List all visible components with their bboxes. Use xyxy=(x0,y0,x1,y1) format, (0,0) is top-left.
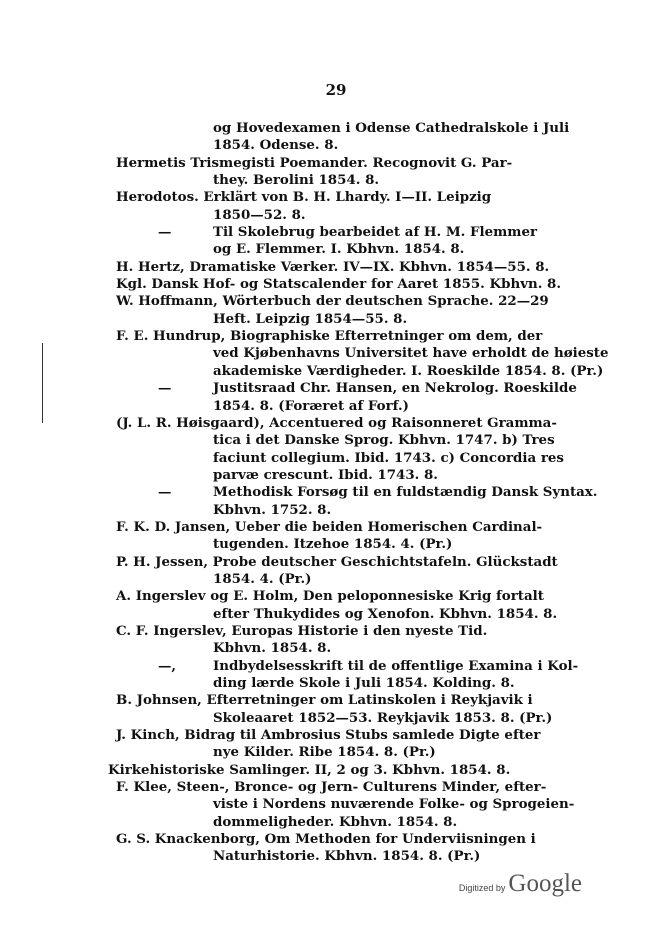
catalogue-line xyxy=(116,432,555,449)
catalogue-line xyxy=(116,553,558,571)
catalogue-line xyxy=(116,276,562,293)
catalogue-line xyxy=(116,502,446,519)
catalogue-line xyxy=(116,328,543,345)
catalogue-entries xyxy=(108,120,609,866)
google-logo: Google xyxy=(508,870,582,897)
line-text: G. S. Knackenborg, Om Methoden for Underviisningen i xyxy=(116,831,536,848)
line-text: parvæ crescunt. Ibid. 1743. 8. xyxy=(213,466,438,483)
line-text: J. Kinch, Bidrag til Ambrosius Stubs samlede Digte efter xyxy=(116,727,541,744)
line-text: B. Johnsen, Efterretninger om Latinskolen i Reykjavik i xyxy=(116,692,533,709)
line-text: they. Berolini 1854. 8. xyxy=(213,172,380,189)
ditto-dash: — xyxy=(158,224,172,241)
line-text: 1854. Odense. 8. xyxy=(213,137,339,154)
line-text: 1850—52. 8. xyxy=(213,206,306,223)
catalogue-line xyxy=(116,640,446,657)
line-text: faciunt collegium. Ibid. 1743. c) Concordia res xyxy=(213,449,564,466)
line-text: Hermetis Trismegisti Poemander. Recognovit G. Par- xyxy=(116,154,513,171)
catalogue-line xyxy=(116,831,536,848)
catalogue-line xyxy=(116,692,533,709)
line-text: og E. Flemmer. I. Kbhvn. 1854. 8. xyxy=(213,241,465,258)
catalogue-line xyxy=(116,813,458,831)
line-text: tica i det Danske Sprog. Kbhvn. 1747. b) Tres xyxy=(213,432,555,449)
line-text: Herodotos. Erklärt von B. H. Lhardy. I—II. Leipzig xyxy=(116,189,492,206)
line-text: P. H. Jessen, Probe deutscher Geschichtstafeln. Glückstadt xyxy=(116,553,558,570)
catalogue-line xyxy=(116,518,543,536)
catalogue-line xyxy=(116,467,446,484)
catalogue-line xyxy=(116,154,513,172)
line-text: ding lærde Skole i Juli 1854. Kolding. 8. xyxy=(213,675,515,691)
line-text: akademiske Værdigheder. I. Roeskilde 1854. 8. (Pr.) xyxy=(213,362,604,379)
line-text: dommeligheder. Kbhvn. 1854. 8. xyxy=(213,813,458,830)
page-number: 29 xyxy=(325,81,347,99)
line-text: W. Hoffmann, Wörterbuch der deutschen Sprache. 22—29 xyxy=(116,293,549,310)
line-text: Methodisk Forsøg til en fuldstændig Dansk Syntax. xyxy=(213,484,598,501)
catalogue-line xyxy=(116,796,575,813)
line-text: A. Ingerslev og E. Holm, Den peloponnesiske Krig fortalt xyxy=(116,588,544,605)
catalogue-line xyxy=(116,189,492,206)
catalogue-line xyxy=(116,657,579,675)
line-text: Justitsraad Chr. Hansen, en Nekrolog. Roeskilde xyxy=(213,380,577,397)
catalogue-line xyxy=(116,588,544,605)
line-text: nye Kilder. Ribe 1854. 8. (Pr.) xyxy=(213,744,436,761)
catalogue-line xyxy=(116,137,446,154)
line-text: F. Klee, Steen-, Bronce- og Jern- Culturens Minder, efter- xyxy=(116,779,547,796)
catalogue-line xyxy=(116,449,564,467)
line-text: Naturhistorie. Kbhvn. 1854. 8. (Pr.) xyxy=(213,848,481,865)
catalogue-line xyxy=(116,571,446,588)
catalogue-line xyxy=(116,779,547,796)
catalogue-line xyxy=(116,675,515,692)
catalogue-line xyxy=(116,207,446,224)
line-text: efter Thukydides og Xenofon. Kbhvn. 1854. 8. xyxy=(213,605,558,622)
google-watermark xyxy=(459,870,582,898)
catalogue-line xyxy=(116,709,553,727)
line-text: Til Skolebrug bearbeidet af H. M. Flemmer xyxy=(213,224,538,241)
line-text: Indbydelsesskrift til de offentlige Examina i Kol- xyxy=(213,657,579,674)
line-text: viste i Nordens nuværende Folke- og Sprogeien- xyxy=(213,796,575,813)
catalogue-line xyxy=(116,345,609,362)
catalogue-line xyxy=(116,536,453,553)
line-text: tugenden. Itzehoe 1854. 4. (Pr.) xyxy=(213,536,453,553)
line-text: F. E. Hundrup, Biographiske Efterretninger om dem, der xyxy=(116,328,543,345)
margin-line xyxy=(42,343,43,423)
line-text: F. K. D. Jansen, Ueber die beiden Homerischen Cardinal- xyxy=(116,518,543,535)
catalogue-line xyxy=(116,727,541,744)
ditto-dash: — xyxy=(158,484,172,501)
catalogue-line xyxy=(116,622,488,640)
catalogue-line xyxy=(116,380,577,397)
line-text: H. Hertz, Dramatiske Værker. IV—IX. Kbhvn. 1854—55. 8. xyxy=(116,258,550,275)
catalogue-line xyxy=(116,311,446,328)
watermark-prefix: Digitized by xyxy=(458,883,506,893)
ditto-dash: — xyxy=(158,380,172,397)
catalogue-line xyxy=(116,224,538,241)
line-text: Kbhvn. 1854. 8. xyxy=(213,640,332,657)
ditto-dash: —, xyxy=(158,657,177,674)
line-text: Kbhvn. 1752. 8. xyxy=(213,501,332,518)
catalogue-line xyxy=(116,398,446,415)
catalogue-line xyxy=(116,414,557,432)
line-text: Kirkehistoriske Samlinger. II, 2 og 3. Kbhvn. 1854. 8. xyxy=(108,761,511,778)
line-text: 1854. 8. (Foræret af Forf.) xyxy=(213,397,409,414)
line-text: C. F. Ingerslev, Europas Historie i den nyeste Tid. xyxy=(116,622,488,639)
line-text: og Hovedexamen i Odense Cathedralskole i Juli xyxy=(213,120,570,136)
catalogue-line xyxy=(116,241,465,258)
line-text: (J. L. R. Høisgaard), Accentuered og Raisonneret Gramma- xyxy=(116,414,557,431)
catalogue-line xyxy=(116,120,570,137)
catalogue-line xyxy=(116,172,446,189)
line-text: 1854. 4. (Pr.) xyxy=(213,570,312,587)
line-text: Kgl. Dansk Hof- og Statscalender for Aaret 1855. Kbhvn. 8. xyxy=(116,276,562,293)
line-text: ved Kjøbenhavns Universitet have erholdt de høieste xyxy=(213,345,609,362)
catalogue-line xyxy=(116,293,549,310)
catalogue-line xyxy=(116,484,598,501)
catalogue-line xyxy=(116,848,481,865)
catalogue-line xyxy=(116,605,558,623)
line-text: Skoleaaret 1852—53. Reykjavik 1853. 8. (Pr.) xyxy=(213,709,553,726)
catalogue-line xyxy=(116,258,550,276)
catalogue-line xyxy=(116,744,446,761)
catalogue-line xyxy=(108,761,511,779)
catalogue-line xyxy=(116,362,604,380)
line-text: Heft. Leipzig 1854—55. 8. xyxy=(213,310,408,327)
